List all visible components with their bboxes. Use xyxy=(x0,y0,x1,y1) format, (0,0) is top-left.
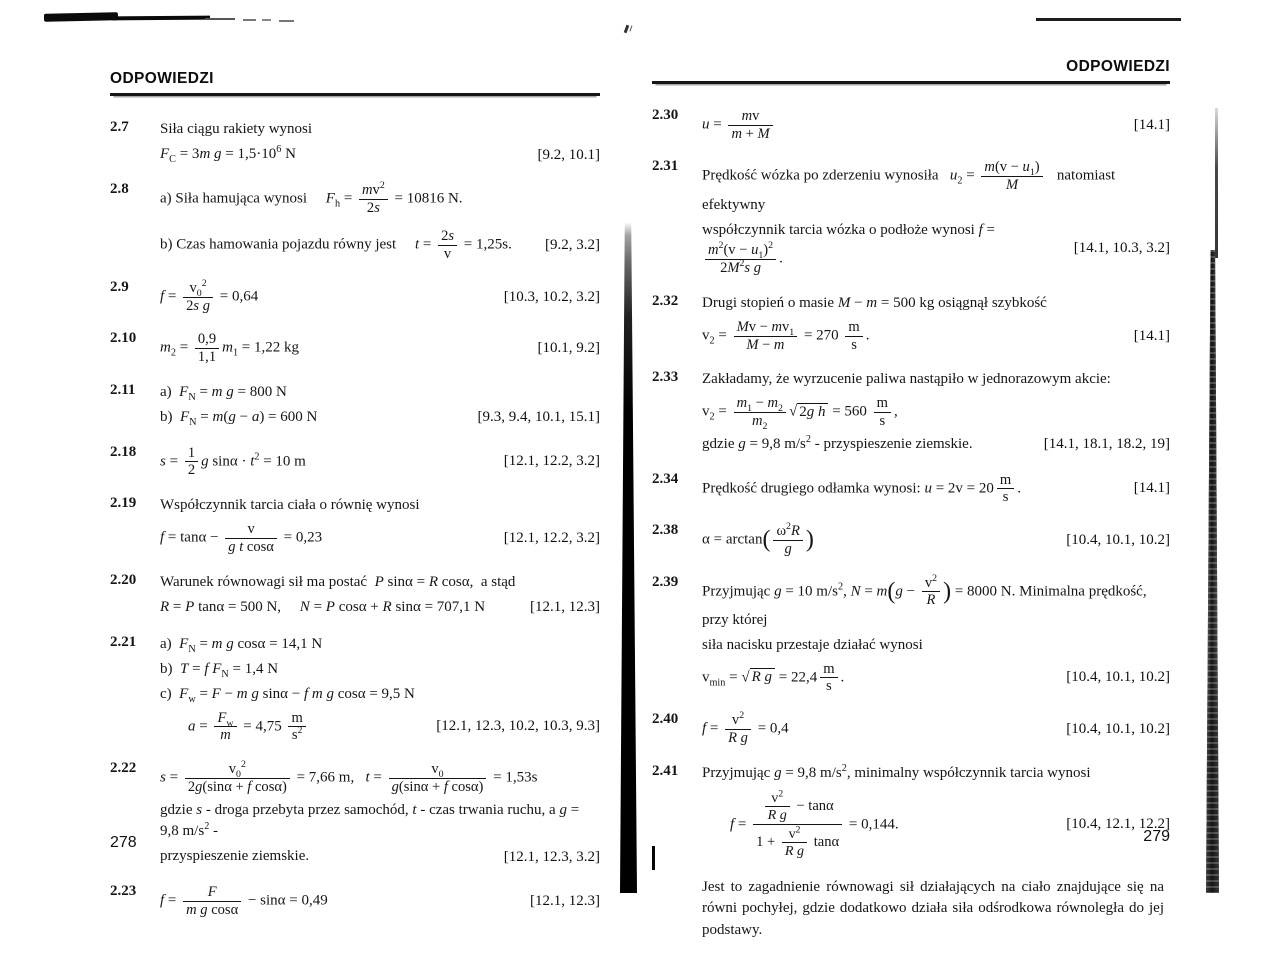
scan-speck-top-center xyxy=(624,25,630,34)
item-body xyxy=(702,366,1170,458)
scan-dash-mark xyxy=(205,18,235,20)
answer-item xyxy=(110,631,600,748)
answer-line: a = $\frac{F_w}{m}$ = 4,75 $\frac{m}{s^2}$ xyxy=(160,709,315,745)
page-header-right xyxy=(652,58,1170,84)
item-number: 2.20 xyxy=(110,571,137,588)
item-number: 2.23 xyxy=(110,883,137,899)
section-reference: [14.1, 18.1, 18.2, 19] xyxy=(1043,436,1170,453)
item-number: 2.30 xyxy=(652,107,679,123)
answer-row xyxy=(702,788,1170,862)
item-body xyxy=(160,631,600,748)
item-number: 2.22 xyxy=(110,760,137,777)
item-number: 2.38 xyxy=(652,522,679,539)
scan-binding-shadow-lower xyxy=(1206,250,1219,893)
answer-line: gdzie g = 9,8 $m/s^2$ - przyspieszenie ziemskie. xyxy=(702,433,973,452)
answer-item xyxy=(652,468,1170,510)
answer-item xyxy=(110,492,600,559)
answer-row xyxy=(702,574,1170,632)
item-body xyxy=(160,116,600,169)
scan-smudge-top-left xyxy=(44,12,118,22)
answer-row xyxy=(702,471,1170,507)
answer-row xyxy=(702,522,1170,558)
section-reference: [14.1] xyxy=(1133,327,1170,344)
answer-line: Zakładamy, że wyrzucenie paliwa nastąpiło w jednorazowym akcie: xyxy=(702,371,1111,388)
section-reference: [9.2, 3.2] xyxy=(545,237,600,254)
answer-row xyxy=(702,369,1170,391)
page-number-left: 278 xyxy=(110,834,137,851)
answer-line: gdzie s - droga przebyta przez samochód, t - czas trwania ruchu, a g = 9,8 $m/s^2$ - xyxy=(160,801,580,840)
item-body xyxy=(160,178,600,267)
section-reference: [9.3, 9.4, 10.1, 15.1] xyxy=(477,409,600,426)
answer-line: Przyjmując g = 10 $m/s^2$, N = m(g − $\frac{v^2}{R}$ ) = 8000 N. Minimalna prędkość, przy której xyxy=(702,572,1147,628)
item-body xyxy=(160,327,600,369)
scan-dash-mark xyxy=(262,19,271,21)
scan-gutter-shadow xyxy=(620,222,637,893)
answer-line: f = $\frac{v^2}{\text{R g}}$ − tanα 1 + $\frac{v^2}{\text{R g}}$ tanα = 0,144. xyxy=(730,787,899,860)
answer-line: $F_C = 3m$ $g = 1,5\cdot 10^6$ N xyxy=(160,144,296,166)
item-body xyxy=(160,569,600,622)
item-body xyxy=(160,880,600,922)
item-number: 2.7 xyxy=(110,119,129,135)
answer-line: Współczynnik tarcia ciała o równię wynosi xyxy=(160,497,420,514)
book-page-left xyxy=(110,70,600,931)
answer-item xyxy=(652,290,1170,357)
answer-line: a) $F_N = m$ g cosα = 14,1 N xyxy=(160,635,323,655)
answer-item xyxy=(110,327,600,369)
answer-line: u = $\frac{mv}{m + M}$ xyxy=(702,107,782,143)
answer-line: Prędkość drugiego odłamka wynosi: u = 2v = 20 $\frac{m}{s}$ . xyxy=(702,471,1021,506)
answer-line: Warunek równowagi sił ma postać P sinα = R cosα, a stąd xyxy=(160,573,516,590)
scan-smudge-top-left-tail xyxy=(112,16,210,21)
answer-row xyxy=(160,659,600,681)
item-number xyxy=(652,874,702,945)
answer-row xyxy=(702,877,1170,942)
item-body xyxy=(702,104,1170,146)
item-body xyxy=(702,519,1170,561)
answer-row xyxy=(160,846,600,868)
item-number: 2.11 xyxy=(110,381,136,398)
section-reference: [10.4, 10.1, 10.2] xyxy=(1066,720,1170,737)
answer-row xyxy=(702,220,1170,278)
page-number-right: 279 xyxy=(1143,828,1170,845)
section-reference: [10.1, 9.2] xyxy=(537,340,600,357)
section-reference: [10.3, 10.2, 3.2] xyxy=(503,288,600,305)
answer-row xyxy=(160,634,600,656)
answer-row xyxy=(160,684,600,706)
section-reference: [12.1, 12.3] xyxy=(530,599,600,616)
answer-line: c) $F_w = F - m$ g sinα − f m g cosα = 9,5 N xyxy=(160,685,415,705)
answer-item xyxy=(652,708,1170,750)
answer-row xyxy=(702,394,1170,430)
answer-item xyxy=(652,571,1170,700)
section-reference: [10.4, 10.1, 10.2] xyxy=(1066,669,1170,686)
answers-list-right xyxy=(652,104,1170,945)
answer-row xyxy=(702,434,1170,456)
page-header-left xyxy=(110,70,600,96)
answer-row xyxy=(702,711,1170,747)
answer-item xyxy=(652,760,1170,865)
answer-line: $v_{min}$ = √ R g = 22,4 $\frac{m}{s}$ . xyxy=(702,660,845,695)
answer-row xyxy=(160,800,600,844)
item-body xyxy=(702,468,1170,510)
answer-line: α = arctan( $\frac{\omega^2R}{g}$ ) xyxy=(702,521,814,557)
answer-line: Prędkość wózka po zderzeniu wynosiła $u_2$ = $\frac{m(v - u_1)}{M}$ natomiast efektywny xyxy=(702,159,1116,213)
answer-row xyxy=(160,709,600,745)
answer-line: s = $\frac{1}{2}$ g $\sin\alpha \cdot t^2 = 10$ m xyxy=(160,444,306,479)
item-body xyxy=(160,757,600,871)
answer-line: a) Siła hamująca wynosi $F_h$ = $\frac{mv^2}{2s}$ = 10816 N. xyxy=(160,180,463,216)
answer-line: f = $\frac{F}{\text{m g cosα}}$ − sinα = 0,49 xyxy=(160,884,328,918)
answer-line: b) $F_N = m(g - a) = 600$ N xyxy=(160,408,318,428)
answer-row xyxy=(160,279,600,315)
item-body xyxy=(160,276,600,318)
item-body xyxy=(160,492,600,559)
answer-line: $v_2$ = $\frac{m_1 - m_2}{m_2}$ √ 2g h = 560 $\frac{m}{s}$ , xyxy=(702,395,898,432)
item-body xyxy=(702,874,1170,945)
answer-line: siła nacisku przestaje działać wynosi xyxy=(702,636,923,653)
answer-row xyxy=(160,144,600,166)
scan-dash-mark xyxy=(279,20,294,22)
answer-row xyxy=(702,318,1170,354)
item-number: 2.34 xyxy=(652,470,679,487)
answer-item xyxy=(110,276,600,318)
item-body xyxy=(702,571,1170,700)
answer-line: Jest to zagadnienie równowagi sił działających na ciało znajdujące się na równi pochyłej, gdzie dodatkowo działa siła odśrodkowa równoległa do jej podstawy. xyxy=(702,878,1164,938)
answer-row xyxy=(160,407,600,429)
answer-row xyxy=(160,382,600,404)
answer-item xyxy=(652,104,1170,146)
item-number: 2.9 xyxy=(110,278,129,295)
book-page-right xyxy=(652,58,1170,954)
item-body xyxy=(702,290,1170,357)
item-number: 2.18 xyxy=(110,443,137,460)
answer-item xyxy=(652,874,1170,945)
answer-line: f = $\frac{v_0^2}{\text{2s g}}$ = 0,64 xyxy=(160,278,259,314)
item-number: 2.8 xyxy=(110,181,129,197)
answer-line: $v_2$ = $\frac{Mv - mv_1}{M - m}$ = 270 $\frac{m}{s}$ . xyxy=(702,318,870,353)
section-reference: [12.1, 12.3, 3.2] xyxy=(503,848,600,865)
answer-row xyxy=(702,107,1170,143)
answer-line: R = P tanα = 500 N, N = P cosα + R sinα = 707,1 N xyxy=(160,598,486,615)
answer-line: współczynnik tarcia wózka o podłoże wynosi f = $\frac{m^2(v - u_1)^2}{2M^2s g}$ . xyxy=(702,221,995,277)
answer-row xyxy=(702,293,1170,315)
scan-binding-shadow-upper xyxy=(1215,108,1218,258)
item-number: 2.39 xyxy=(652,573,679,590)
answer-item xyxy=(110,880,600,922)
item-body xyxy=(160,441,600,483)
answer-row xyxy=(160,883,600,919)
answer-row xyxy=(160,330,600,366)
item-number: 2.21 xyxy=(110,633,137,650)
item-number: 2.33 xyxy=(652,369,679,386)
scan-smudge-top-right xyxy=(1036,18,1181,21)
answer-row xyxy=(160,495,600,517)
answer-item xyxy=(652,366,1170,458)
item-number: 2.40 xyxy=(652,711,679,728)
page-header-title: ODPOWIEDZI xyxy=(110,70,214,87)
scan-gutter-tick xyxy=(652,846,655,870)
answer-item xyxy=(110,116,600,169)
answer-row xyxy=(702,660,1170,696)
answer-line: b) T = f $F_N = 1,4$ N xyxy=(160,660,279,680)
answer-item xyxy=(652,519,1170,561)
answer-row xyxy=(160,119,600,141)
answer-line: przyspieszenie ziemskie. xyxy=(160,848,310,865)
item-number: 2.19 xyxy=(110,495,137,512)
item-body xyxy=(160,379,600,432)
answer-item xyxy=(110,569,600,622)
section-reference: [9.2, 10.1] xyxy=(537,146,600,163)
answer-line: b) Czas hamowania pojazdu równy jest t = $\frac{2s}{v}$ = 1,25s. xyxy=(160,228,512,263)
section-reference: [12.1, 12.2, 3.2] xyxy=(503,453,600,470)
answer-row xyxy=(160,227,600,263)
answer-item xyxy=(110,178,600,267)
answer-row xyxy=(160,760,600,796)
section-reference: [12.1, 12.2, 3.2] xyxy=(503,529,600,546)
answer-line: s = $\frac{v_0^2}{\text{2g(sinα + f cosα)}}$ = 7,66 m, t = $\frac{v_0}{\text{g(sinα + f cosα)}}$ = 1,53s xyxy=(160,759,538,795)
answer-row xyxy=(160,520,600,556)
page-header-title: ODPOWIEDZI xyxy=(1066,58,1170,75)
item-body xyxy=(702,155,1170,280)
section-reference: [14.1] xyxy=(1133,116,1170,133)
answer-row xyxy=(160,181,600,217)
answer-row xyxy=(702,763,1170,785)
answer-row xyxy=(160,572,600,594)
answer-item xyxy=(110,441,600,483)
item-body xyxy=(702,760,1170,865)
answer-line: Drugi stopień o masie M − m = 500 kg osiągnął szybkość xyxy=(702,294,1047,311)
item-number: 2.10 xyxy=(110,330,137,347)
section-reference: [14.1] xyxy=(1133,480,1170,497)
section-reference: [12.1, 12.3] xyxy=(530,892,600,909)
section-reference: [10.4, 10.1, 10.2] xyxy=(1066,531,1170,548)
answer-row xyxy=(160,597,600,619)
answer-row xyxy=(160,444,600,480)
answers-list-left xyxy=(110,116,600,922)
item-number: 2.32 xyxy=(652,292,679,309)
answer-line: Siła ciągu rakiety wynosi xyxy=(160,121,313,138)
answer-line: $m_2$ = $\frac{0,9}{1,1}$ $m_1 = 1,22$ kg xyxy=(160,331,299,366)
answer-item xyxy=(652,155,1170,280)
answer-line: f = $\frac{v^2}{\text{R g}}$ = 0,4 xyxy=(702,710,789,746)
answer-line: Przyjmując g = 9,8 $m/s^2$, minimalny współczynnik tarcia wynosi xyxy=(702,762,1091,781)
answer-row xyxy=(702,158,1170,216)
section-reference: [12.1, 12.3, 10.2, 10.3, 9.3] xyxy=(436,718,600,735)
item-number: 2.41 xyxy=(652,762,679,779)
section-reference: [14.1, 10.3, 3.2] xyxy=(1073,240,1170,257)
section-reference: [10.4, 12.1, 12.2] xyxy=(1066,816,1170,833)
answer-row xyxy=(702,635,1170,657)
answer-item xyxy=(110,379,600,432)
answer-line: f = tanα − $\frac{v}{\text{g t cosα}}$ = 0,23 xyxy=(160,521,323,555)
item-number: 2.31 xyxy=(652,158,679,175)
answer-item xyxy=(110,757,600,871)
scan-dash-mark xyxy=(243,19,256,21)
answer-line: a) $F_N = m$ g = 800 N xyxy=(160,383,287,403)
item-body xyxy=(702,708,1170,750)
